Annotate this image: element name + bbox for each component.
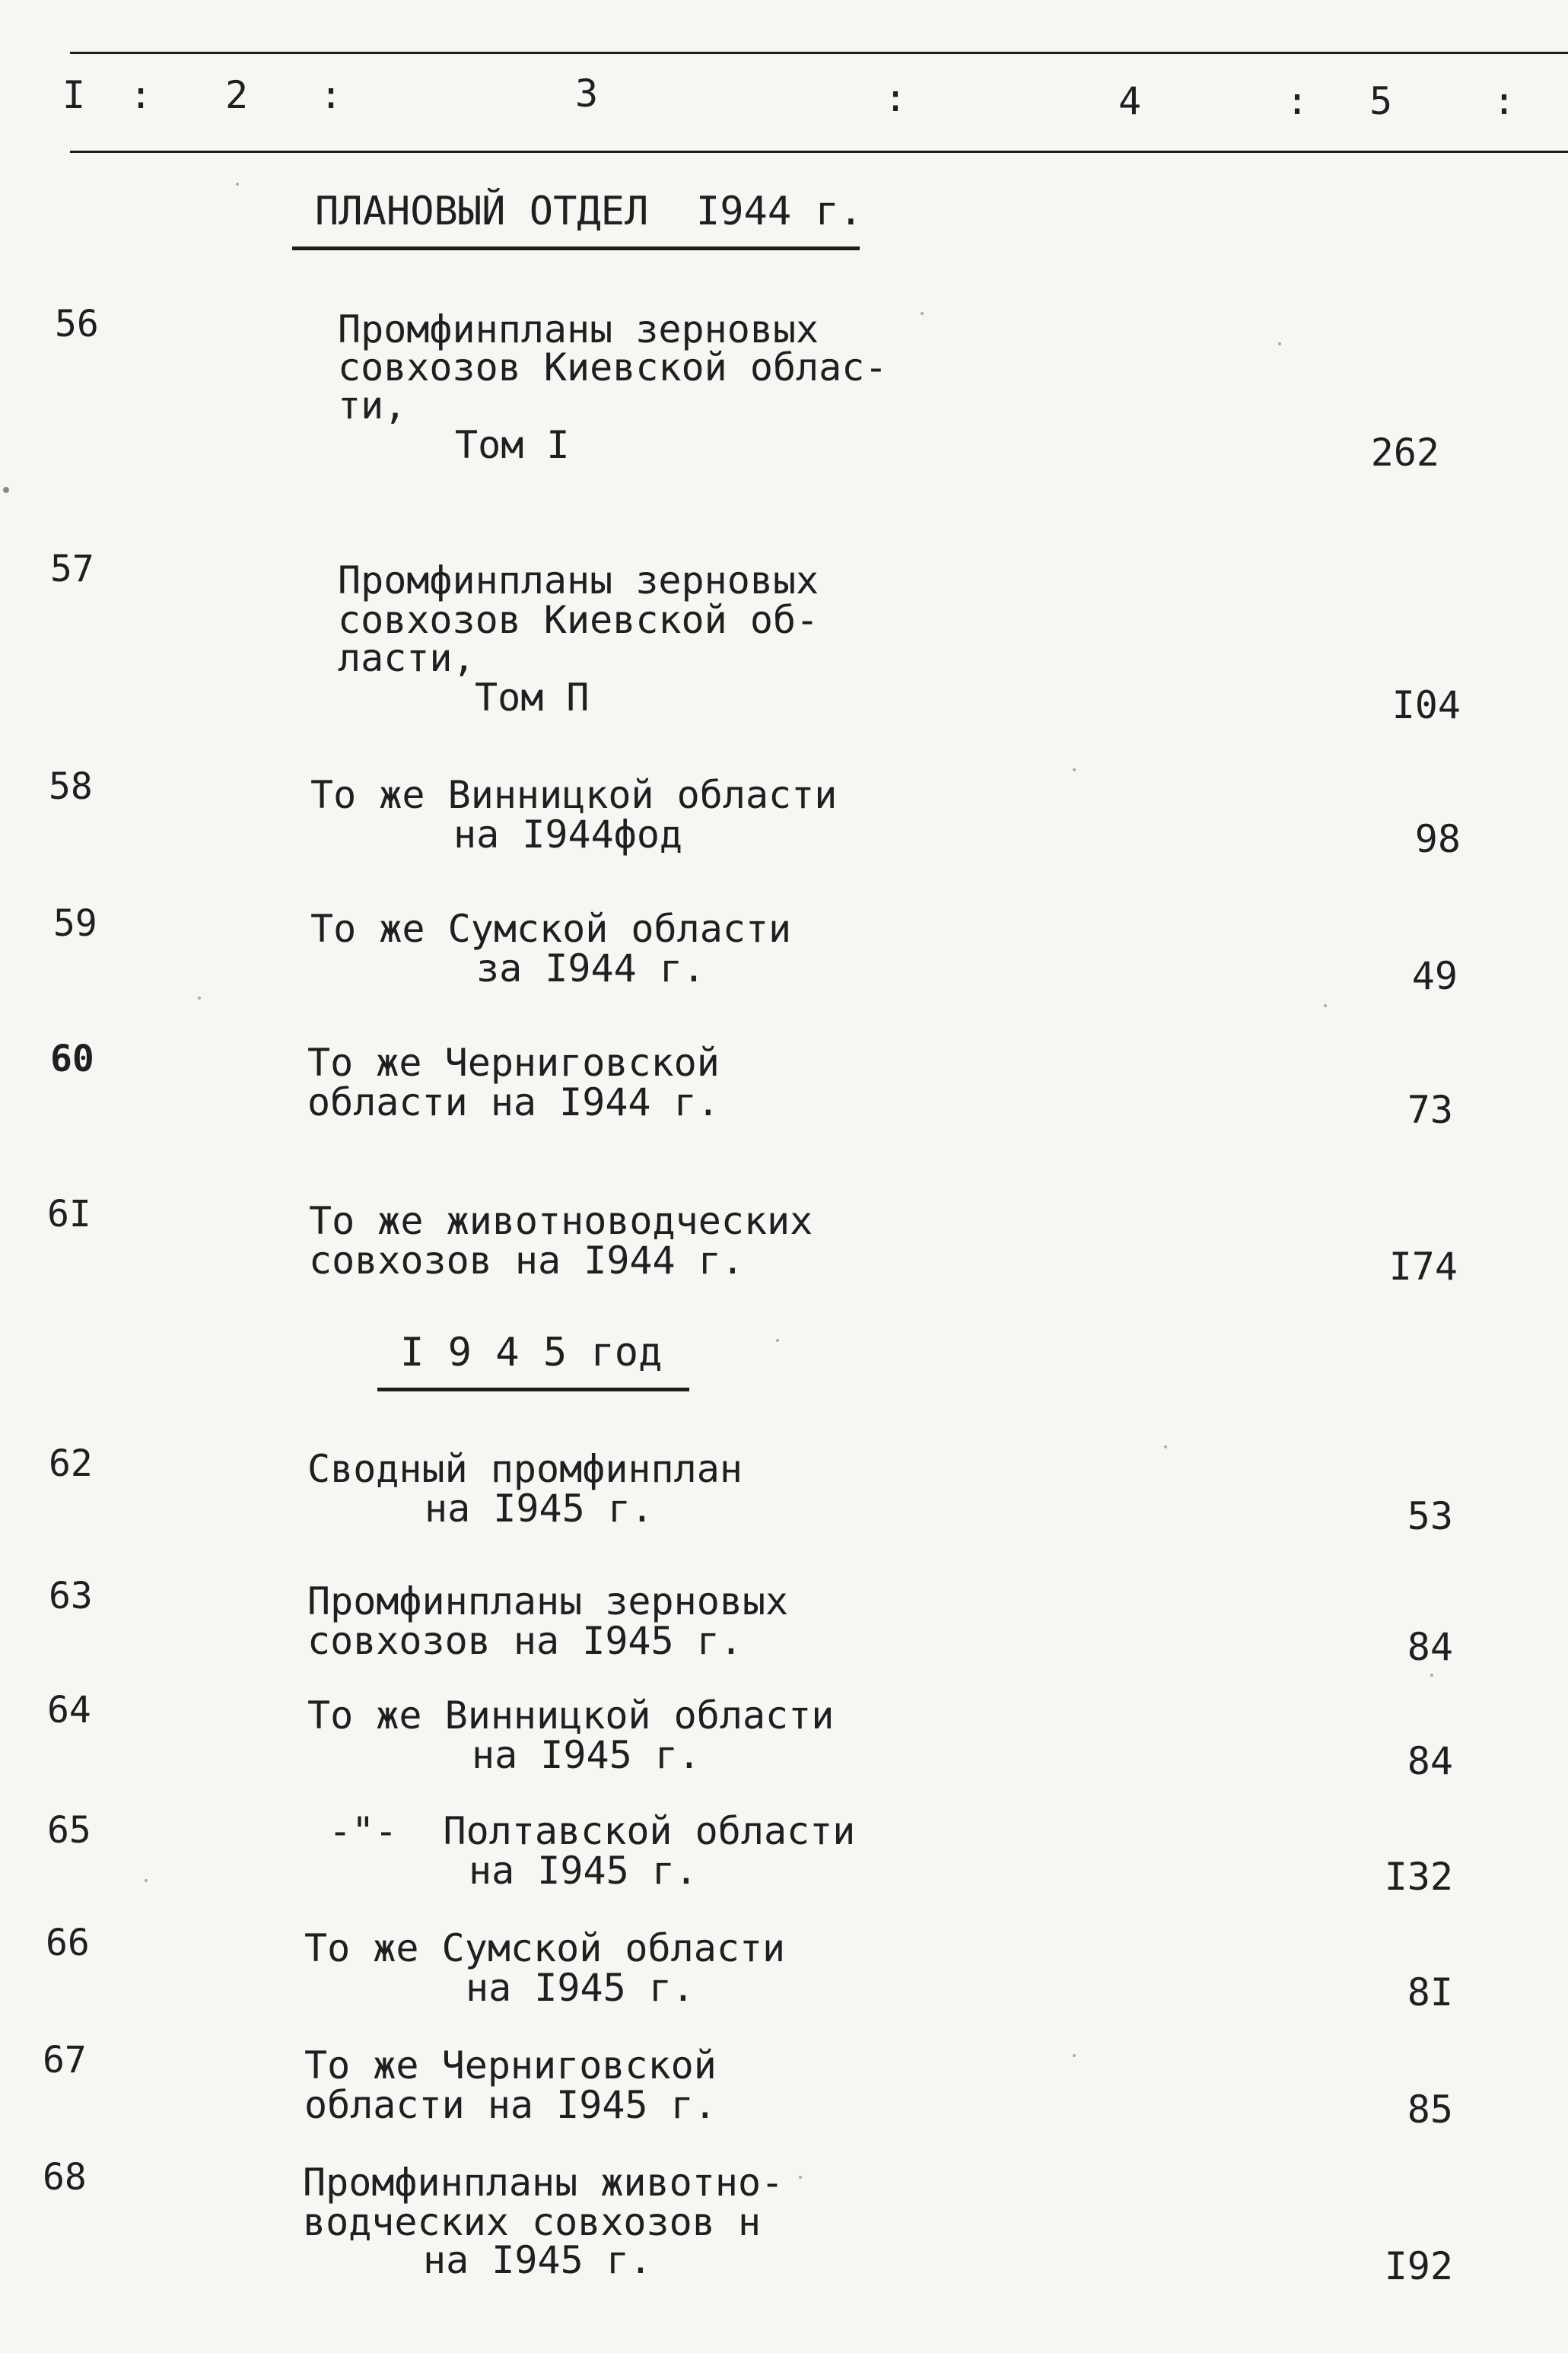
entry-volume bbox=[475, 676, 590, 720]
entry-number: 56 bbox=[55, 303, 99, 345]
entry-sheet-count: I32 bbox=[1384, 1855, 1453, 1899]
scan-speck bbox=[776, 1339, 779, 1342]
entry-title bbox=[307, 1447, 743, 1491]
entry-sheet-count: I74 bbox=[1388, 1245, 1458, 1289]
header-sep: : bbox=[1286, 79, 1309, 123]
entry-title bbox=[338, 636, 475, 680]
entry-title-line: на I945 г. bbox=[425, 1487, 654, 1531]
entry-title-line: на I944фод bbox=[453, 812, 683, 857]
scan-speck bbox=[198, 997, 201, 1000]
entry-title-line: То же Черниговской bbox=[304, 2043, 717, 2087]
entry-volume bbox=[455, 423, 570, 467]
scan-speck bbox=[1073, 768, 1076, 771]
header-bottom-rule bbox=[70, 151, 1568, 153]
entry-title bbox=[304, 1926, 786, 1970]
entry-number: 6I bbox=[47, 1193, 91, 1235]
entry-title-line: совхозов Киевской об- bbox=[338, 598, 819, 642]
entry-volume-label: Том П bbox=[475, 676, 590, 720]
entry-sheet-count: 53 bbox=[1407, 1494, 1453, 1538]
scan-speck bbox=[145, 1879, 148, 1882]
entry-title-line: То же Винницкой области bbox=[307, 1693, 835, 1738]
entry-title bbox=[310, 773, 838, 817]
scan-speck bbox=[1278, 342, 1281, 345]
entry-title bbox=[472, 1733, 701, 1777]
entry-title-line: совхозов на I945 г. bbox=[307, 1619, 743, 1663]
entry-title bbox=[307, 1041, 720, 1085]
entry-title bbox=[425, 1487, 654, 1531]
section-title-1944: ПЛАНОВЫЙ ОТДЕЛ I944 г. bbox=[315, 189, 864, 234]
scan-speck bbox=[799, 2176, 802, 2179]
entry-title-line: на I945 г. bbox=[466, 1966, 695, 2010]
header-sep: : bbox=[884, 76, 908, 120]
entry-title bbox=[338, 307, 819, 351]
entry-sheet-count: 98 bbox=[1414, 817, 1461, 861]
entry-title bbox=[329, 1809, 856, 1853]
entry-number: 62 bbox=[49, 1442, 93, 1485]
entry-title-line: на I945 г. bbox=[423, 2238, 653, 2282]
entry-number: 59 bbox=[53, 902, 97, 945]
header-top-rule bbox=[70, 52, 1568, 54]
entry-sheet-count: 262 bbox=[1370, 431, 1439, 475]
entry-title bbox=[307, 1693, 835, 1738]
entry-title bbox=[303, 2200, 762, 2244]
entry-title-line: Промфинпланы зерновых bbox=[338, 307, 819, 351]
entry-title-line: То же Черниговской bbox=[307, 1041, 720, 1085]
entry-number: 58 bbox=[49, 765, 93, 808]
entry-title bbox=[338, 558, 819, 603]
header-sep: : bbox=[129, 73, 153, 117]
scan-speck bbox=[1430, 1674, 1433, 1677]
entry-title bbox=[307, 1579, 789, 1623]
entry-sheet-count: 84 bbox=[1407, 1739, 1453, 1783]
entry-title bbox=[338, 598, 819, 642]
entry-volume-label: Том I bbox=[455, 423, 570, 467]
entry-title-line: водческих совхозов н bbox=[303, 2200, 762, 2244]
header-col-1: I bbox=[62, 73, 86, 117]
entry-title-line: за I944 г. bbox=[476, 946, 706, 990]
scan-speck bbox=[1324, 1004, 1327, 1007]
entry-title bbox=[304, 2083, 717, 2127]
entry-number: 65 bbox=[47, 1809, 91, 1852]
entry-title-line: То же животноводческих bbox=[309, 1199, 813, 1243]
entry-sheet-count: 84 bbox=[1407, 1625, 1453, 1669]
entry-title bbox=[304, 2043, 717, 2087]
entry-number: 68 bbox=[43, 2156, 87, 2199]
entry-title-line: Промфинпланы животно- bbox=[303, 2161, 784, 2205]
section-underline-1945 bbox=[377, 1388, 689, 1391]
entry-title-line: Промфинпланы зерновых bbox=[307, 1579, 789, 1623]
header-col-2: 2 bbox=[225, 73, 249, 117]
entry-title bbox=[309, 1199, 813, 1243]
entry-title-line: То же Сумской области bbox=[310, 907, 792, 951]
entry-number: 67 bbox=[43, 2039, 87, 2081]
entry-title-line: То же Винницкой области bbox=[310, 773, 838, 817]
entry-sheet-count: 85 bbox=[1407, 2087, 1453, 2132]
entry-title-line: -"- Полтавской области bbox=[329, 1809, 856, 1853]
entry-title bbox=[338, 345, 888, 390]
entry-sheet-count: 73 bbox=[1407, 1088, 1453, 1132]
entry-title-line: совхозов Киевской облас- bbox=[338, 345, 888, 390]
entry-title-line: области на I945 г. bbox=[304, 2083, 717, 2127]
entry-sheet-count: I92 bbox=[1384, 2244, 1453, 2288]
entry-number: 57 bbox=[50, 548, 94, 590]
entry-title bbox=[307, 1080, 720, 1124]
header-col-4: 4 bbox=[1118, 79, 1142, 123]
entry-title-line: ти, bbox=[338, 383, 407, 428]
entry-number: 63 bbox=[49, 1575, 93, 1617]
header-sep: : bbox=[320, 73, 343, 117]
section-title-1945: I 9 4 5 год bbox=[400, 1330, 663, 1375]
entry-number: 66 bbox=[46, 1922, 90, 1964]
entry-title bbox=[453, 812, 683, 857]
scan-speck bbox=[921, 312, 924, 315]
entry-title-line: на I945 г. bbox=[472, 1733, 701, 1777]
entry-sheet-count: 8I bbox=[1407, 1970, 1453, 2014]
entry-title bbox=[303, 2161, 784, 2205]
entry-title bbox=[309, 1239, 744, 1283]
entry-title-line: на I945 г. bbox=[469, 1849, 698, 1893]
scan-speck bbox=[236, 183, 239, 186]
entry-title bbox=[310, 907, 792, 951]
entry-title bbox=[307, 1619, 743, 1663]
entry-title bbox=[469, 1849, 698, 1893]
entry-title bbox=[338, 383, 407, 428]
entry-title bbox=[423, 2238, 653, 2282]
scan-speck bbox=[3, 487, 9, 493]
scan-speck bbox=[1073, 2054, 1076, 2057]
entry-title-line: Промфинпланы зерновых bbox=[338, 558, 819, 603]
header-col-3: 3 bbox=[575, 72, 599, 116]
entry-sheet-count: 49 bbox=[1411, 954, 1458, 998]
entry-title-line: области на I944 г. bbox=[307, 1080, 720, 1124]
entry-title bbox=[466, 1966, 695, 2010]
section-underline-1944 bbox=[292, 246, 860, 250]
entry-number: 60 bbox=[50, 1038, 94, 1080]
header-sep: : bbox=[1493, 79, 1516, 123]
entry-title bbox=[476, 946, 706, 990]
entry-title-line: ласти, bbox=[338, 636, 475, 680]
scan-speck bbox=[1164, 1445, 1167, 1448]
entry-title-line: Сводный промфинплан bbox=[307, 1447, 743, 1491]
entry-title-line: совхозов на I944 г. bbox=[309, 1239, 744, 1283]
header-col-5: 5 bbox=[1369, 79, 1393, 123]
entry-number: 64 bbox=[47, 1689, 91, 1731]
entry-sheet-count: I04 bbox=[1391, 683, 1461, 727]
entry-title-line: То же Сумской области bbox=[304, 1926, 786, 1970]
